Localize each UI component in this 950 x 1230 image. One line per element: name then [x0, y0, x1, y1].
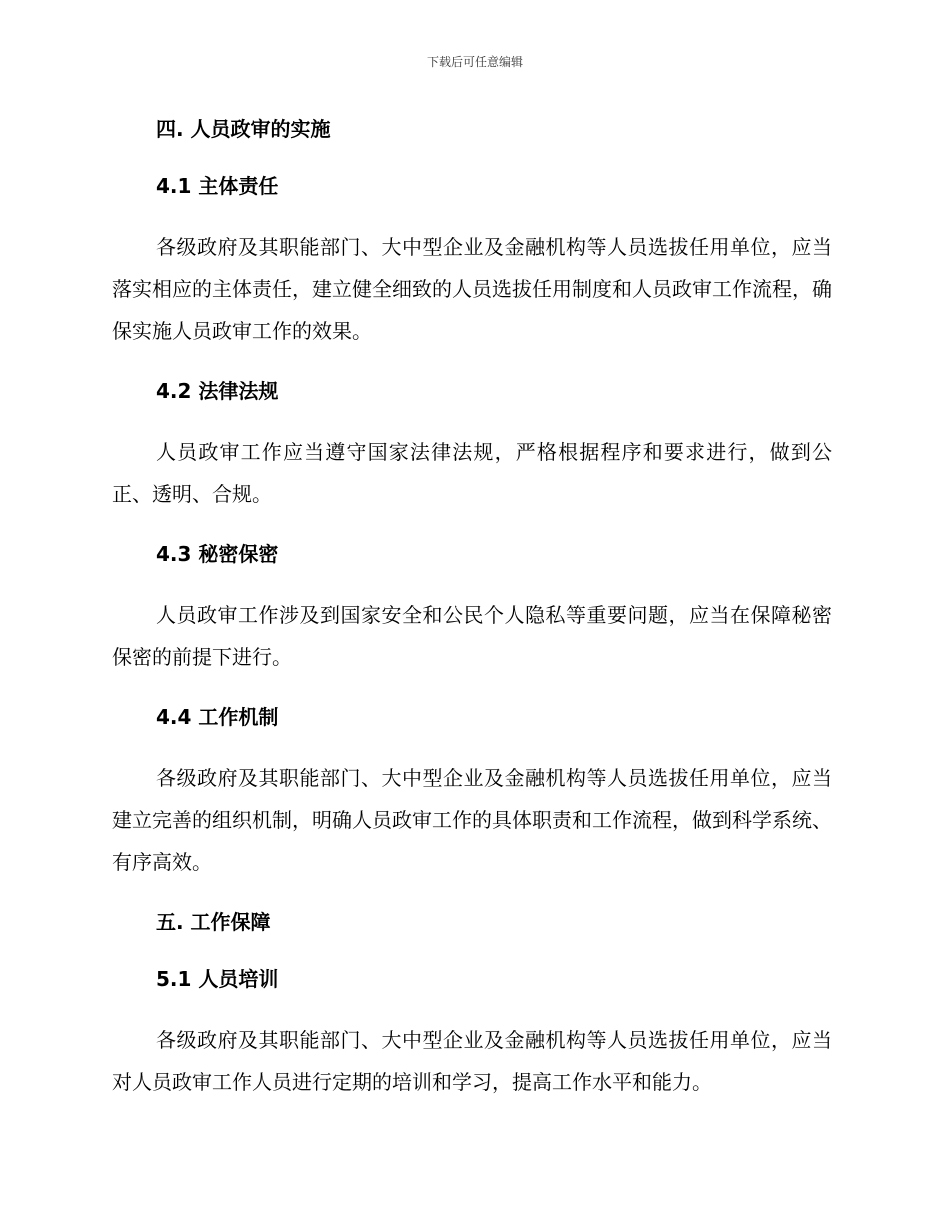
subsection-4-1-heading: 4.1 主体责任 [156, 174, 279, 198]
document-body [112, 112, 832, 1125]
section-5-heading: 五. 工作保障 [156, 910, 271, 934]
subsection-5-1-heading: 5.1 人员培训 [156, 967, 279, 991]
page-header-note: 下载后可任意编辑 [426, 55, 523, 69]
subsection-4-3-text: 人员政审工作涉及到国家安全和公民个人隐私等重要问题，应当在保障秘密保密的前提下进行。 [112, 603, 832, 669]
subsection-4-2-text: 人员政审工作应当遵守国家法律法规，严格根据程序和要求进行，做到公正、透明、合规。 [112, 440, 832, 506]
subsection-4-4-heading: 4.4 工作机制 [156, 705, 279, 729]
subsection-4-2-heading: 4.2 法律法规 [156, 379, 279, 403]
subsection-4-3-heading: 4.3 秘密保密 [156, 542, 279, 566]
subsection-5-1-text: 各级政府及其职能部门、大中型企业及金融机构等人员选拔任用单位，应当对人员政审工作人员进行定期的培训和学习，提高工作水平和能力。 [112, 1028, 832, 1094]
section-4-heading: 四. 人员政审的实施 [156, 117, 331, 141]
subsection-4-1-text: 各级政府及其职能部门、大中型企业及金融机构等人员选拔任用单位，应当落实相应的主体责任，建立健全细致的人员选拔任用制度和人员政审工作流程，确保实施人员政审工作的效果。 [112, 235, 832, 343]
subsection-4-4-text: 各级政府及其职能部门、大中型企业及金融机构等人员选拔任用单位，应当建立完善的组织机制，明确人员政审工作的具体职责和工作流程，做到科学系统、有序高效。 [112, 766, 832, 874]
